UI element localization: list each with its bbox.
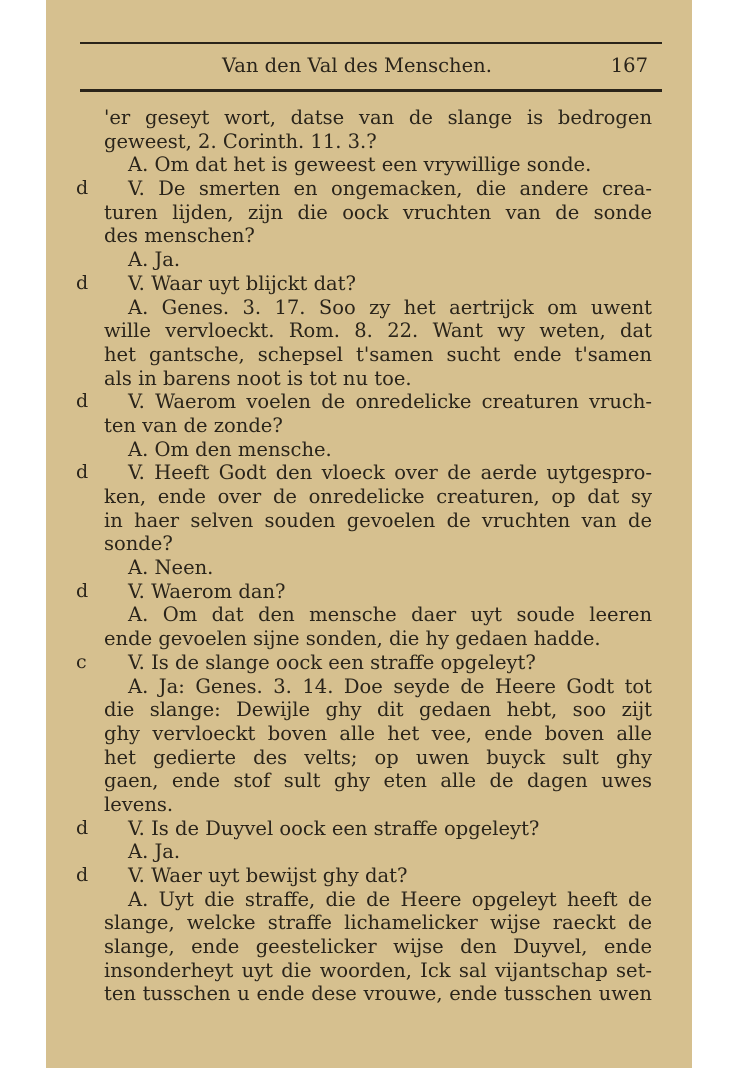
text-line: [104, 935, 652, 959]
text-line: [104, 675, 652, 699]
line-text: A. Genes. 3. 17. Soo zy het aertrijck om uwent: [128, 295, 652, 319]
page-body-text: [76, 106, 652, 1006]
line-text: gaen, ende stof sult ghy eten alle de dagen uwes: [104, 769, 652, 793]
margin-mark: d: [76, 816, 89, 839]
text-line: [104, 319, 652, 343]
line-text: het gantsche, schepsel t'samen sucht ende t'samen: [104, 342, 652, 366]
line-text: insonderheyt uyt die woorden, Ick sal vijantschap set-: [104, 958, 652, 982]
line-text: ten van de zonde?: [104, 413, 283, 437]
line-text: slange, ende geestelicker wijse den Duyvel, ende: [104, 935, 652, 959]
line-text: V. Waer uyt bewijst ghy dat?: [128, 864, 408, 887]
text-line: [104, 627, 652, 651]
line-text: in haer selven souden gevoelen de vruchten van de: [104, 508, 652, 532]
line-text: als in barens noot is tot nu toe.: [104, 366, 412, 390]
line-text: A. Neen.: [128, 556, 214, 580]
text-line: [104, 793, 652, 817]
text-line: [76, 579, 652, 604]
text-line: [76, 461, 652, 485]
line-text: turen lijden, zijn die oock vruchten van de sonde: [104, 200, 652, 224]
line-text: V. Is de Duyvel oock een straffe opgeleyt?: [128, 816, 540, 840]
line-text: V. Is de slange oock een straffe opgeleyt?: [128, 650, 536, 674]
text-line: [76, 390, 652, 414]
margin-mark: d: [76, 177, 89, 200]
line-text: A. Om dat het is geweest een vrywillige sonde.: [128, 153, 592, 177]
header-rule-bottom: [80, 89, 662, 92]
text-line: [104, 343, 652, 367]
header-rule-top: [80, 42, 662, 44]
line-text: A. Ja.: [128, 840, 181, 864]
text-line: [104, 130, 652, 154]
text-line: [104, 698, 652, 722]
line-text: V. Waar uyt blijckt dat?: [128, 271, 356, 295]
text-line: [104, 959, 652, 983]
text-line: [76, 650, 652, 675]
text-line: [104, 603, 652, 627]
line-text: 'er geseyt wort, datse van de slange is bedrogen: [104, 106, 652, 129]
line-text: V. De smerten en ongemacken, die andere crea-: [128, 177, 652, 201]
text-line: [104, 485, 652, 509]
line-text: A. Om den mensche.: [128, 437, 332, 461]
text-line: [104, 746, 652, 770]
text-line: [76, 271, 652, 296]
text-line: [104, 106, 652, 130]
line-text: des menschen?: [104, 224, 255, 248]
running-header: [80, 54, 662, 82]
text-line: [104, 438, 652, 462]
line-text: A. Om dat den mensche daer uyt soude leeren: [128, 603, 652, 627]
running-title: Van den Val des Menschen.: [222, 54, 492, 77]
line-text: het gedierte des velts; op uwen buyck sult ghy: [104, 745, 652, 769]
line-text: ken, ende over de onredelicke creaturen, op dat sy: [104, 485, 652, 508]
margin-mark: d: [76, 579, 89, 602]
text-line: [104, 201, 652, 225]
line-text: A. Uyt die straffe, die de Heere opgeleyt heeft de: [128, 887, 652, 911]
margin-mark: d: [76, 461, 89, 484]
line-text: V. Waerom voelen de onredelicke creaturen vruch-: [128, 390, 652, 414]
text-line: [104, 722, 652, 746]
line-text: sonde?: [104, 532, 173, 556]
text-line: [104, 248, 652, 272]
margin-mark: d: [76, 864, 89, 886]
line-text: V. Waerom dan?: [128, 579, 286, 603]
line-text: ten tusschen u ende dese vrouwe, ende tusschen uwen: [104, 982, 652, 1006]
line-text: V. Heeft Godt den vloeck over de aerde uytgespro-: [128, 461, 652, 485]
text-line: [76, 816, 652, 841]
margin-mark: d: [76, 390, 89, 413]
page-number: 167: [610, 54, 648, 77]
text-line: [104, 224, 652, 248]
line-text: wille vervloeckt. Rom. 8. 22. Want wy weten, dat: [104, 319, 652, 343]
line-text: slange, welcke straffe lichamelicker wijse raeckt de: [104, 911, 652, 935]
text-line: [104, 367, 652, 391]
text-line: [76, 177, 652, 201]
text-line: [104, 888, 652, 912]
line-text: levens.: [104, 792, 174, 816]
text-line: [104, 509, 652, 533]
line-text: die slange: Dewijle ghy dit gedaen hebt, soo zijt: [104, 698, 652, 722]
text-line: [104, 414, 652, 438]
line-text: geweest, 2. Corinth. 11. 3.?: [104, 129, 377, 153]
line-text: A. Ja: Genes. 3. 14. Doe seyde de Heere Godt tot: [128, 674, 652, 698]
text-line: [104, 769, 652, 793]
line-text: A. Ja.: [128, 248, 181, 272]
text-line: [76, 864, 652, 888]
text-line: [104, 840, 652, 864]
line-text: ghy vervloeckt boven alle het vee, ende boven alle: [104, 721, 652, 745]
margin-mark: d: [76, 271, 89, 294]
margin-mark: c: [76, 650, 87, 673]
text-line: [104, 982, 652, 1006]
text-line: [104, 556, 652, 580]
book-page: [46, 0, 692, 1068]
text-line: [104, 296, 652, 320]
line-text: ende gevoelen sijne sonden, die hy gedaen hadde.: [104, 627, 601, 651]
text-line: [104, 153, 652, 177]
text-line: [104, 532, 652, 556]
text-line: [104, 911, 652, 935]
